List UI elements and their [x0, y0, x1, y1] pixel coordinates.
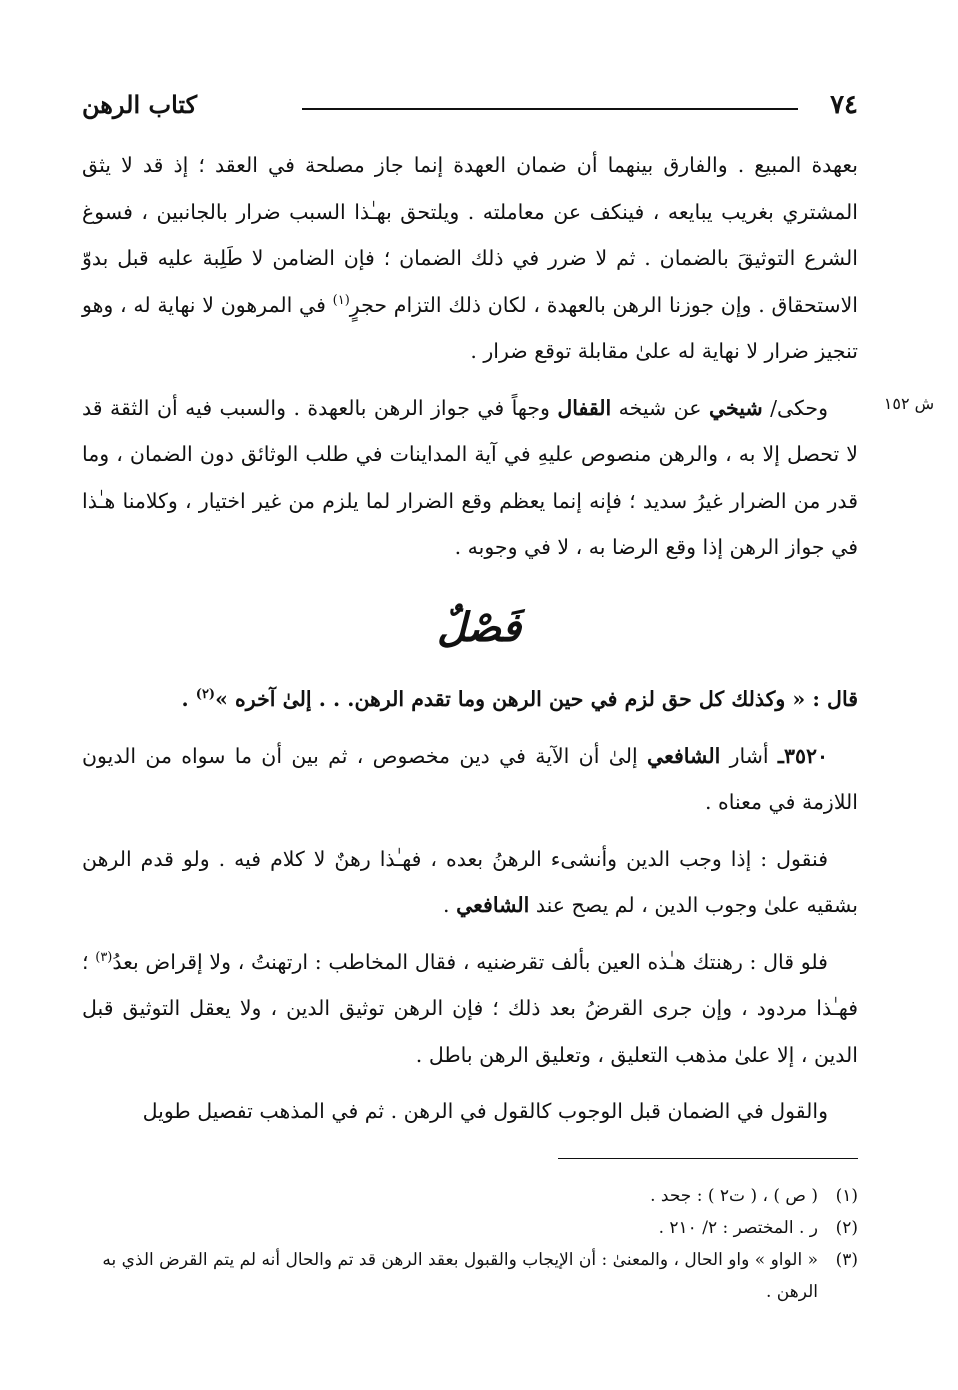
paragraph-text: فلو قال : رهنتك هـٰذه العين بألف تقرضنيه ، فقال المخاطب : ارتهنتُ ، ولا إقراض بعدُ	[112, 949, 828, 974]
quote-text: وكذلك كل حق لزم في حين الرهن وما تقدم الرهن. . . إلىٰ آخره	[235, 687, 786, 711]
paragraph-4	[82, 836, 858, 929]
footnote-marker-3[interactable]: (٣)	[95, 949, 113, 965]
quote-suffix: »	[215, 687, 236, 711]
footnote-text: ر . المختصر : ٢/ ٢١٠ .	[658, 1218, 818, 1238]
body-text	[82, 142, 858, 581]
paragraph-text: أشار	[720, 743, 778, 768]
paragraph-text: وجهاً في جواز الرهن بالعهدة . والسبب فيه أن الثقة قد لا تحصل إلا به ، والرهن منصوص عليهِ في آية المداينات في طلب الوثائق دون الضمان ، وما قدر من الضرار غيرُ سديد ؛ فإنه إنما يعظم وقع الضرار لما يلزم من غير اختيار ، وكلامنا هـٰذا في جواز الرهن إذا وقع الرضا به ، لا في وجوبه .	[82, 395, 858, 559]
footnote-text: ( ص ) ، ( ت٢ ) : جحد .	[650, 1186, 818, 1206]
paragraph-number: ٣٥٢٠ـ	[777, 743, 828, 768]
footnote-marker-1[interactable]: (١)	[332, 292, 350, 308]
paragraph-text: ؛ فهـٰذا مردود ، وإن جرى القرضُ بعد ذلك ؛ فإن الرهن توثيق الدين ، ولا يعقل التوثيق قبل الدين ، إلا علىٰ مذهب التعليق ، وتعليق الرهن باطل .	[82, 949, 858, 1067]
paragraph-text: في المرهون لا نهاية له ، وهو تنجيز ضرار لا نهاية له علىٰ مقابلة توقع ضرار .	[82, 292, 858, 363]
footnote-number: (١)	[835, 1186, 858, 1206]
page-number: ٧٤	[830, 90, 858, 120]
paragraph-2	[82, 385, 858, 571]
bold-name-shaykhi: شيخي	[708, 395, 763, 420]
page-header	[82, 88, 858, 128]
quote-end: .	[181, 687, 196, 711]
paragraph-text: .	[443, 893, 457, 917]
paragraph-text: إلىٰ أن الآية في دين مخصوص ، ثم بين أن ما سواه من الديون اللازمة في معناه .	[82, 743, 858, 814]
paragraph-1	[82, 142, 858, 375]
paragraph-6: والقول في الضمان قبل الوجوب كالقول في الرهن . ثم في المذهب تفصيل طويل	[142, 1099, 828, 1123]
bold-name-shafii: الشافعي	[647, 743, 721, 768]
header-rule	[302, 108, 798, 110]
paragraph-text: فنقول : إذا وجب الدين وأنشىء الرهنُ بعده ، فهـٰذا رهنٌ لا كلام فيه . ولو قدم الرهن بشقيه علىٰ وجوب الدين ، لم يصح عند	[82, 846, 858, 917]
bold-name-qaffal: القفال	[557, 395, 612, 420]
quote-prefix: قال : «	[785, 687, 858, 711]
margin-page-reference: ش ١٥٢	[883, 394, 935, 413]
footnote-2	[82, 1212, 858, 1244]
paragraph-text: بعهدة المبيع . والفارق بينهما أن ضمان العهدة إنما جاز مصلحة في العقد ؛ إذ قد لا يثق المشتري بغريب يبايعه ، فينكف عن معاملته . ويلتحق بهـٰذا السبب ضرار بالجانبين ، فسوغ الشرع التوثيقَ بالضمان . ثم لا ضرر في ذلك الضمان ؛ فإن الضامن لا طَلِبة عليه قبل بدوّ الاستحقاق . وإن جوزنا الرهن بالعهدة ، لكان ذلك التزام حجرٍ	[82, 153, 858, 317]
footnote-separator	[558, 1158, 858, 1159]
footnote-number: (٣)	[835, 1250, 858, 1270]
section-heading-fasl: فَصْلٌ	[436, 604, 522, 651]
book-title: كتاب الرهن	[82, 90, 198, 119]
footnote-marker-2[interactable]: (٢)	[195, 687, 216, 703]
section-body	[82, 676, 858, 1145]
quote-line	[82, 676, 858, 723]
footnote-number: (٢)	[835, 1218, 858, 1238]
footnote-3	[82, 1244, 858, 1308]
footnote-1	[82, 1180, 858, 1212]
footnotes	[82, 1180, 858, 1308]
paragraph-3520	[82, 733, 858, 826]
paragraph-text: عن شيخه	[611, 395, 709, 420]
footnote-text: « الواو » واو الحال ، والمعنىٰ : أن الإيجاب والقبول بعقد الرهن قد تم والحال أنه لم يتم القرض الذي به الرهن .	[102, 1250, 818, 1302]
paragraph-text: وحكى/	[762, 395, 828, 420]
paragraph-5	[82, 939, 858, 1079]
bold-name-shafii: الشافعي	[456, 893, 530, 917]
